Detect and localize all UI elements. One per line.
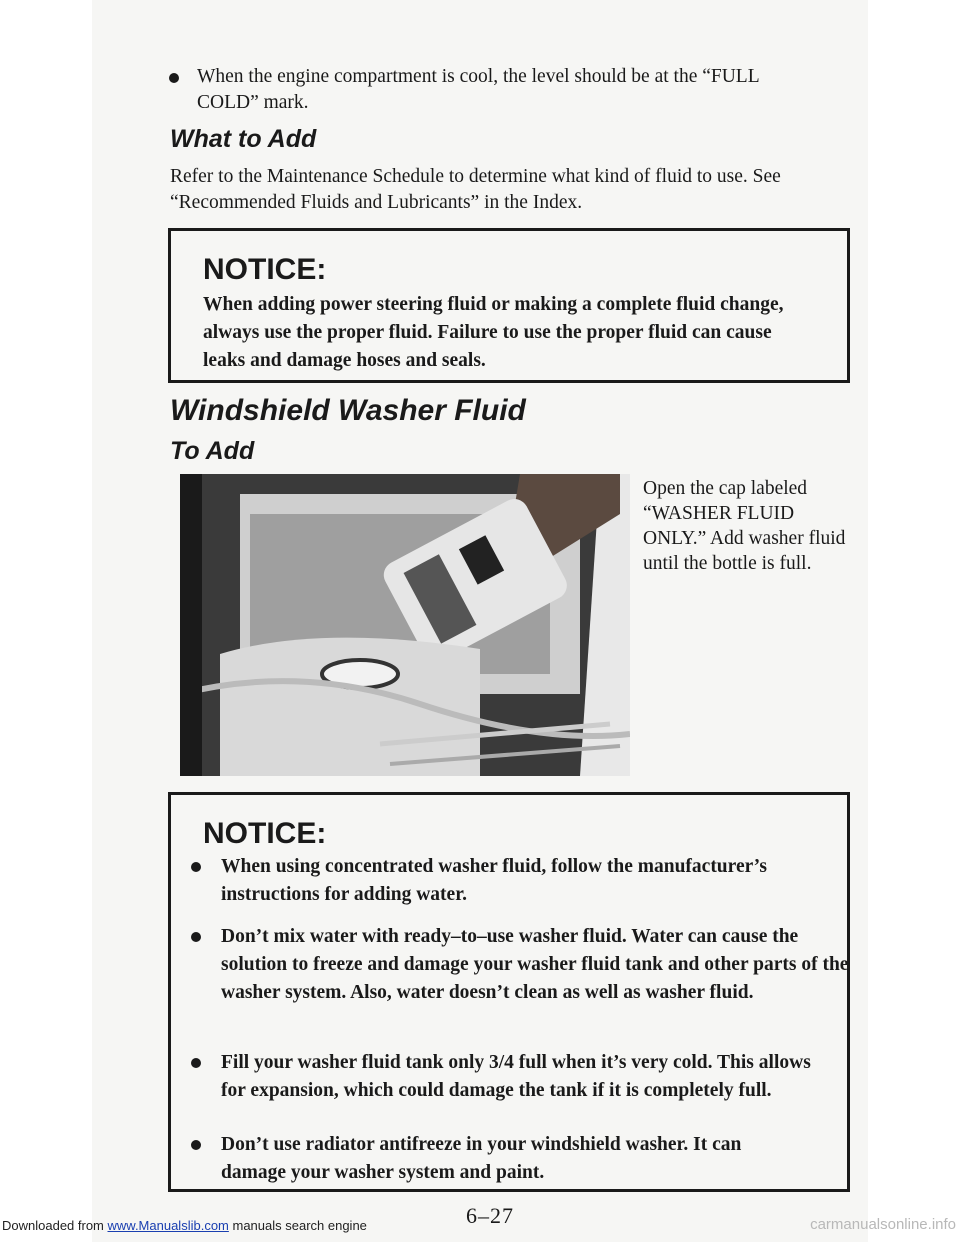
notice-item — [221, 1131, 801, 1187]
what-to-add-heading: What to Add — [170, 125, 317, 153]
intro-bullet-text: When the engine compartment is cool, the level should be at the “FULL COLD” mark. — [197, 66, 759, 113]
what-to-add-text: Refer to the Maintenance Schedule to determine what kind of fluid to use. See “Recommended Fluids and Lubricants” in the Index. — [170, 166, 781, 213]
bullet-icon — [191, 1058, 201, 1068]
footer-suffix: manuals search engine — [228, 1218, 367, 1233]
bullet-icon — [169, 73, 179, 83]
bullet-icon — [191, 1140, 201, 1150]
footer-prefix: Downloaded from — [2, 1218, 108, 1233]
footer-bar — [0, 1212, 960, 1242]
subsection-heading: To Add — [170, 437, 255, 465]
manualslib-link[interactable]: www.Manualslib.com — [107, 1218, 229, 1233]
notice-title: NOTICE: — [203, 253, 327, 286]
washer-fluid-photo-illustration — [180, 474, 630, 776]
notice-item — [221, 853, 861, 909]
bullet-icon — [191, 932, 201, 942]
washer-instruction: Open the cap labeled “WASHER FLUID ONLY.” Add washer fluid until the bottle is full. — [643, 478, 846, 574]
notice-item-text: When using concentrated washer fluid, follow the manufacturer’s instructions for adding water. — [221, 856, 767, 905]
notice-item — [221, 923, 861, 1007]
page-number: 6–27 — [466, 1203, 514, 1228]
watermark: carmanualsonline.info — [810, 1216, 956, 1233]
notice-item-text: Don’t mix water with ready–to–use washer fluid. Water can cause the solution to freeze and damage your washer fluid tank and other parts of the washer system. Also, water doesn’t clean as well as washer fluid. — [221, 926, 849, 1003]
washer-fluid-photo — [180, 474, 630, 776]
notice-text: When adding power steering fluid or making a complete fluid change, always use the proper fluid. Failure to use the proper fluid can cause leaks and damage hoses and seals. — [203, 294, 784, 371]
notice-box-power-steering — [168, 228, 850, 383]
bullet-icon — [191, 862, 201, 872]
notice-item-text: Don’t use radiator antifreeze in your windshield washer. It can damage your washer system and paint. — [221, 1134, 742, 1183]
section-heading: Windshield Washer Fluid — [170, 394, 526, 427]
notice-title: NOTICE: — [203, 817, 327, 850]
notice-item — [221, 1049, 831, 1105]
notice-box-washer-fluid — [168, 792, 850, 1192]
footer-download-note — [2, 1218, 367, 1233]
notice-item-text: Fill your washer fluid tank only 3/4 full when it’s very cold. This allows for expansion, which could damage the tank if it is completely full. — [221, 1052, 811, 1101]
